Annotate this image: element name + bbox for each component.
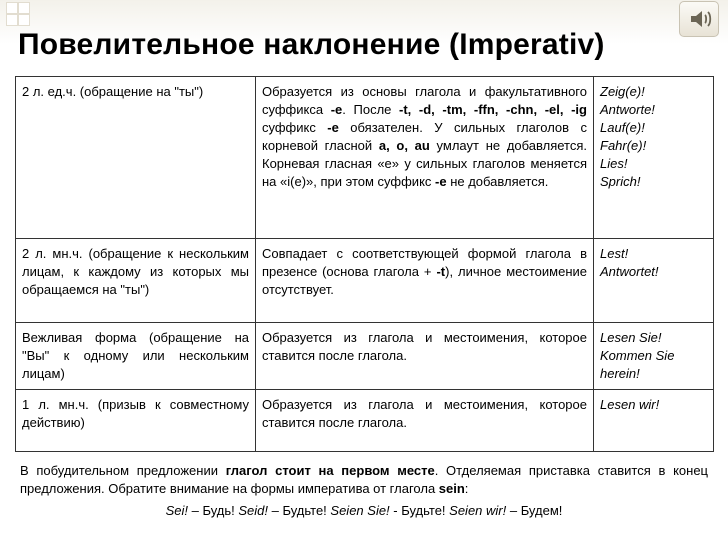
rule-cell: Образуется из глагола и местоимения, которое ставится после глагола.: [256, 390, 594, 452]
example-text: Sprich!: [600, 174, 641, 189]
example-text: Kommen Sie: [600, 348, 675, 363]
slide-title: Повелительное наклонение (Imperativ): [18, 28, 605, 61]
example-text: Lauf(e)!: [600, 120, 645, 135]
sein-forms: Sei! – Будь! Seid! – Будьте! Seien Sie! - Будьте! Seien wir! – Будем!: [165, 503, 563, 518]
rule-cell: Образуется из основы глагола и факультативного суффикса -e. После -t, -d, -tm, -ffn, -chn, -el, -ig суффикс -e обязателен. У сильных глаголов с корневой гласной a, o, au умлаут не добавляется. Корневая гласная «e» у сильных глаголов меняется на «i(e)», при этом суффикс -e не добавляется.: [256, 77, 594, 239]
table-row: [16, 77, 714, 239]
rule-cell: Образуется из глагола и местоимения, которое ставится после глагола.: [256, 323, 594, 390]
form-cell: 2 л. ед.ч. (обращение на "ты"): [16, 77, 256, 239]
form-cell: 2 л. мн.ч. (обращение к нескольким лицам, к каждому из которых мы обращаемся на "ты"): [16, 239, 256, 323]
examples-cell: [594, 239, 714, 323]
example-text: Antwortet!: [600, 264, 659, 279]
form-cell: Вежливая форма (обращение на "Вы" к одному или нескольким лицам): [16, 323, 256, 390]
footer-text: В побудительном предложении глагол стоит на первом месте. Отделяемая приставка ставится в конец предложения. Обратите внимание на формы императива от глагола sein:: [20, 463, 708, 496]
example-text: Lesen wir!: [600, 397, 660, 412]
examples-cell: [594, 77, 714, 239]
table-row: [16, 390, 714, 452]
example-text: Antworte!: [600, 102, 655, 117]
rule-cell: Совпадает с соответствующей формой глагола в презенсе (основа глагола + -t), личное местоимение отсутствует.: [256, 239, 594, 323]
examples-cell: [594, 323, 714, 390]
table-row: [16, 239, 714, 323]
footer-note: [20, 462, 708, 520]
examples-cell: [594, 390, 714, 452]
example-text: Lesen Sie!: [600, 330, 662, 345]
example-text: Lest!: [600, 246, 629, 261]
speaker-icon: [688, 7, 712, 31]
table-row: [16, 323, 714, 390]
imperative-table: [15, 76, 714, 452]
form-cell: 1 л. мн.ч. (призыв к совместному действию): [16, 390, 256, 452]
example-text: Fahr(e)!: [600, 138, 647, 153]
speaker-button[interactable]: [679, 1, 719, 37]
example-text: herein!: [600, 366, 640, 381]
example-text: Zeig(e)!: [600, 84, 645, 99]
example-text: Lies!: [600, 156, 628, 171]
